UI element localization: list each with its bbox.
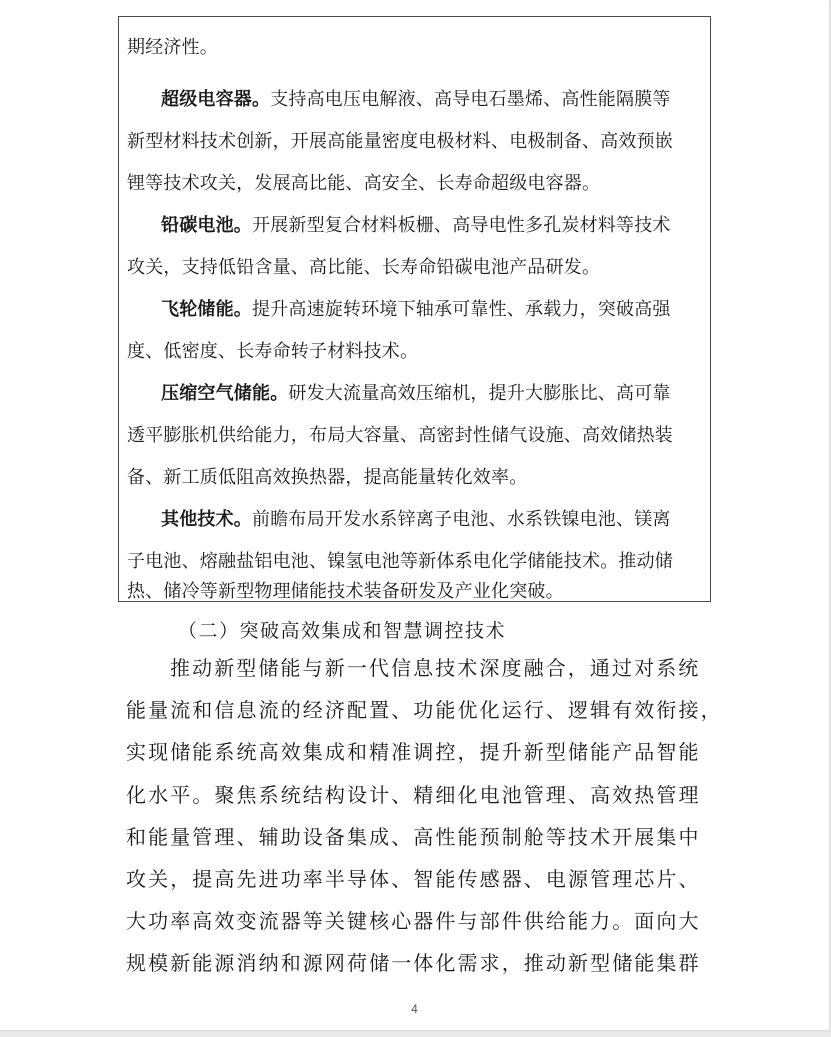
- tech-list-box: [118, 16, 711, 602]
- page-number: 4: [411, 1002, 418, 1016]
- body-line: 大功率高效变流器等关键核心器件与部件供给能力。面向大: [126, 909, 701, 933]
- body-line: 和能量管理、辅助设备集成、高性能预制舱等技术开展集中: [126, 825, 701, 849]
- box-paragraph-supercapacitor: 超级电容器。支持高电压电解液、高导电石墨烯、高性能隔膜等: [161, 89, 671, 110]
- term-flywheel: 飞轮储能。: [161, 299, 252, 320]
- box-line: 热、储冷等新型物理储能技术装备研发及产业化突破。: [127, 581, 564, 602]
- term-compressed-air: 压缩空气储能。: [161, 383, 289, 404]
- body-line: 实现储能系统高效集成和精准调控，提升新型储能产品智能: [126, 740, 701, 764]
- box-paragraph-other: 其他技术。前瞻布局开发水系锌离子电池、水系铁镍电池、镁离: [161, 509, 671, 530]
- body-line: 化水平。聚焦系统结构设计、精细化电池管理、高效热管理: [126, 783, 701, 807]
- box-line: 锂等技术攻关，发展高比能、高安全、长寿命超级电容器。: [127, 173, 601, 194]
- term-lead-carbon: 铅碳电池。: [161, 215, 252, 236]
- body-line: 规模新能源消纳和源网荷储一体化需求，推动新型储能集群: [126, 951, 701, 975]
- section-heading: （二）突破高效集成和智慧调控技术: [178, 620, 507, 642]
- body-line: 推动新型储能与新一代信息技术深度融合，通过对系统: [170, 656, 701, 680]
- body-line: 攻关，提高先进功率半导体、智能传感器、电源管理芯片、: [126, 867, 701, 891]
- box-paragraph-lead-carbon: 铅碳电池。开展新型复合材料板栅、高导电性多孔炭材料等技术: [161, 215, 671, 236]
- box-line: 子电池、熔融盐铝电池、镍氢电池等新体系电化学储能技术。推动储: [127, 551, 673, 572]
- box-line: 新型材料技术创新，开展高能量密度电极材料、电极制备、高效预嵌: [127, 131, 673, 152]
- box-line: 度、低密度、长寿命转子材料技术。: [127, 341, 419, 362]
- box-line: 期经济性。: [127, 37, 218, 58]
- body-line: 能量流和信息流的经济配置、功能优化运行、逻辑有效衔接，: [126, 698, 723, 722]
- term-supercapacitor: 超级电容器。: [161, 89, 271, 110]
- term-other: 其他技术。: [161, 509, 252, 530]
- box-line: 透平膨胀机供给能力，布局大容量、高密封性储气设施、高效储热装: [127, 425, 673, 446]
- box-line: 攻关，支持低铅含量、高比能、长寿命铅碳电池产品研发。: [127, 257, 601, 278]
- box-paragraph-flywheel: 飞轮储能。提升高速旋转环境下轴承可靠性、承载力，突破高强: [161, 299, 671, 320]
- box-paragraph-compressed-air: 压缩空气储能。研发大流量高效压缩机，提升大膨胀比、高可靠: [161, 383, 671, 404]
- box-line: 备、新工质低阻高效换热器，提高能量转化效率。: [127, 467, 528, 488]
